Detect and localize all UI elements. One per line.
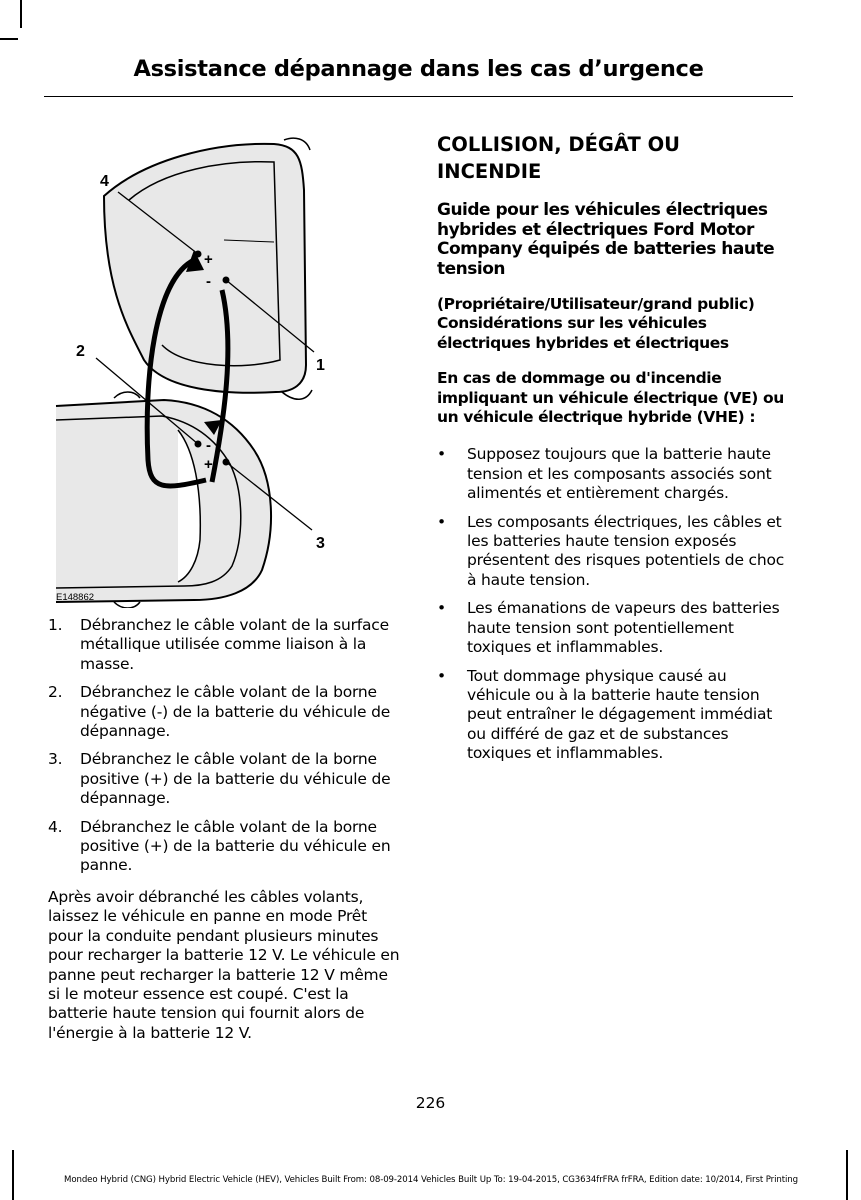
jump-start-diagram	[44, 130, 396, 608]
disabled-vehicle-illustration	[56, 392, 271, 608]
bullet-text: Supposez toujours que la batterie haute tension et les composants associés sont alimentés et entièrement chargés.	[467, 445, 772, 503]
bullet-icon: •	[437, 512, 446, 531]
assisting-vehicle-illustration	[104, 138, 312, 399]
bullet-icon: •	[437, 599, 446, 618]
callout-1: 1	[316, 357, 325, 374]
crop-mark-top-left-v	[20, 0, 22, 28]
disconnect-steps	[48, 616, 400, 876]
footer-text: Mondeo Hybrid (CNG) Hybrid Electric Vehicle (HEV), Vehicles Built From: 08-09-2014 Vehicles Built Up To: 19-04-2015, CG3634frFRA frFRA, Edition date: 10/2014, First Printing	[64, 1175, 798, 1185]
crop-mark-bottom-left	[12, 1150, 14, 1200]
step-text: Débranchez le câble volant de la borne positive (+) de la batterie du véhicule de dépannage.	[80, 750, 391, 808]
list-item	[48, 683, 400, 741]
terminal-top-plus: +	[204, 251, 213, 268]
bullet-icon: •	[437, 445, 446, 464]
step-number: 3.	[48, 750, 63, 769]
bullet-text: Les émanations de vapeurs des batteries haute tension sont potentiellement toxiques et inflammables.	[467, 599, 780, 657]
audience-block	[437, 295, 789, 353]
step-number: 4.	[48, 817, 63, 836]
figure-code: E148862	[56, 592, 95, 603]
step-text: Débranchez le câble volant de la surface métallique utilisée comme liaison à la masse.	[80, 616, 389, 673]
bullet-text: Les composants électriques, les câbles et les batteries haute tension exposés présentent des risques potentiels de choc à haute tension.	[467, 512, 785, 589]
crop-mark-top-left-h	[0, 38, 18, 40]
list-item	[48, 750, 400, 808]
list-item	[437, 513, 789, 591]
safety-bullets	[437, 445, 789, 763]
step-text: Débranchez le câble volant de la borne positive (+) de la batterie du véhicule en panne.	[80, 817, 391, 875]
terminal-bottom-minus: -	[206, 437, 211, 454]
page-title: Assistance dépannage dans les cas d’urgence	[133, 56, 704, 82]
list-item	[48, 616, 400, 674]
page-number: 226	[415, 1094, 446, 1112]
crop-mark-bottom-right	[846, 1150, 848, 1200]
callout-2: 2	[76, 343, 85, 360]
bullet-icon: •	[437, 666, 446, 685]
callout-3: 3	[316, 535, 325, 552]
terminal-top-minus: -	[206, 273, 211, 290]
list-item	[437, 667, 789, 764]
step-number: 1.	[48, 616, 63, 634]
callout-4: 4	[100, 173, 109, 190]
step-text: Débranchez le câble volant de la borne négative (-) de la batterie du véhicule de dépannage.	[80, 683, 391, 741]
step-number: 2.	[48, 683, 63, 702]
audience-line: (Propriétaire/Utilisateur/grand public)	[437, 295, 755, 313]
list-item	[437, 599, 789, 657]
condition-text: En cas de dommage ou d'incendie impliquant un véhicule électrique (VE) ou un véhicule électrique hybride (VHE) :	[437, 369, 784, 427]
section-subtitle: Guide pour les véhicules électriques hybrides et électriques Ford Motor Company équipés de batteries haute tension	[437, 200, 775, 279]
terminal-bottom-plus: +	[204, 456, 213, 473]
header-divider	[44, 96, 793, 97]
section-title: COLLISION, DÉGÂT OU INCENDIE	[437, 133, 680, 183]
after-disconnect-paragraph: Après avoir débranché les câbles volants, laissez le véhicule en panne en mode Prêt pour la conduite pendant plusieurs minutes pour recharger la batterie 12 V. Le véhicule en panne peut recharger la batterie 12 V même si le moteur essence est coupé. C'est la batterie haute tension qui fournit alors de l'énergie à la batterie 12 V.	[48, 887, 400, 1042]
considerations-line: Considérations sur les véhicules électriques hybrides et électriques	[437, 314, 729, 352]
list-item	[437, 445, 789, 503]
list-item	[48, 818, 400, 876]
bullet-text: Tout dommage physique causé au véhicule ou à la batterie haute tension peut entraîner le dégagement immédiat ou différé de gaz et de substances toxiques et inflammables.	[467, 666, 773, 763]
left-column	[48, 616, 400, 1043]
right-column	[437, 131, 789, 773]
